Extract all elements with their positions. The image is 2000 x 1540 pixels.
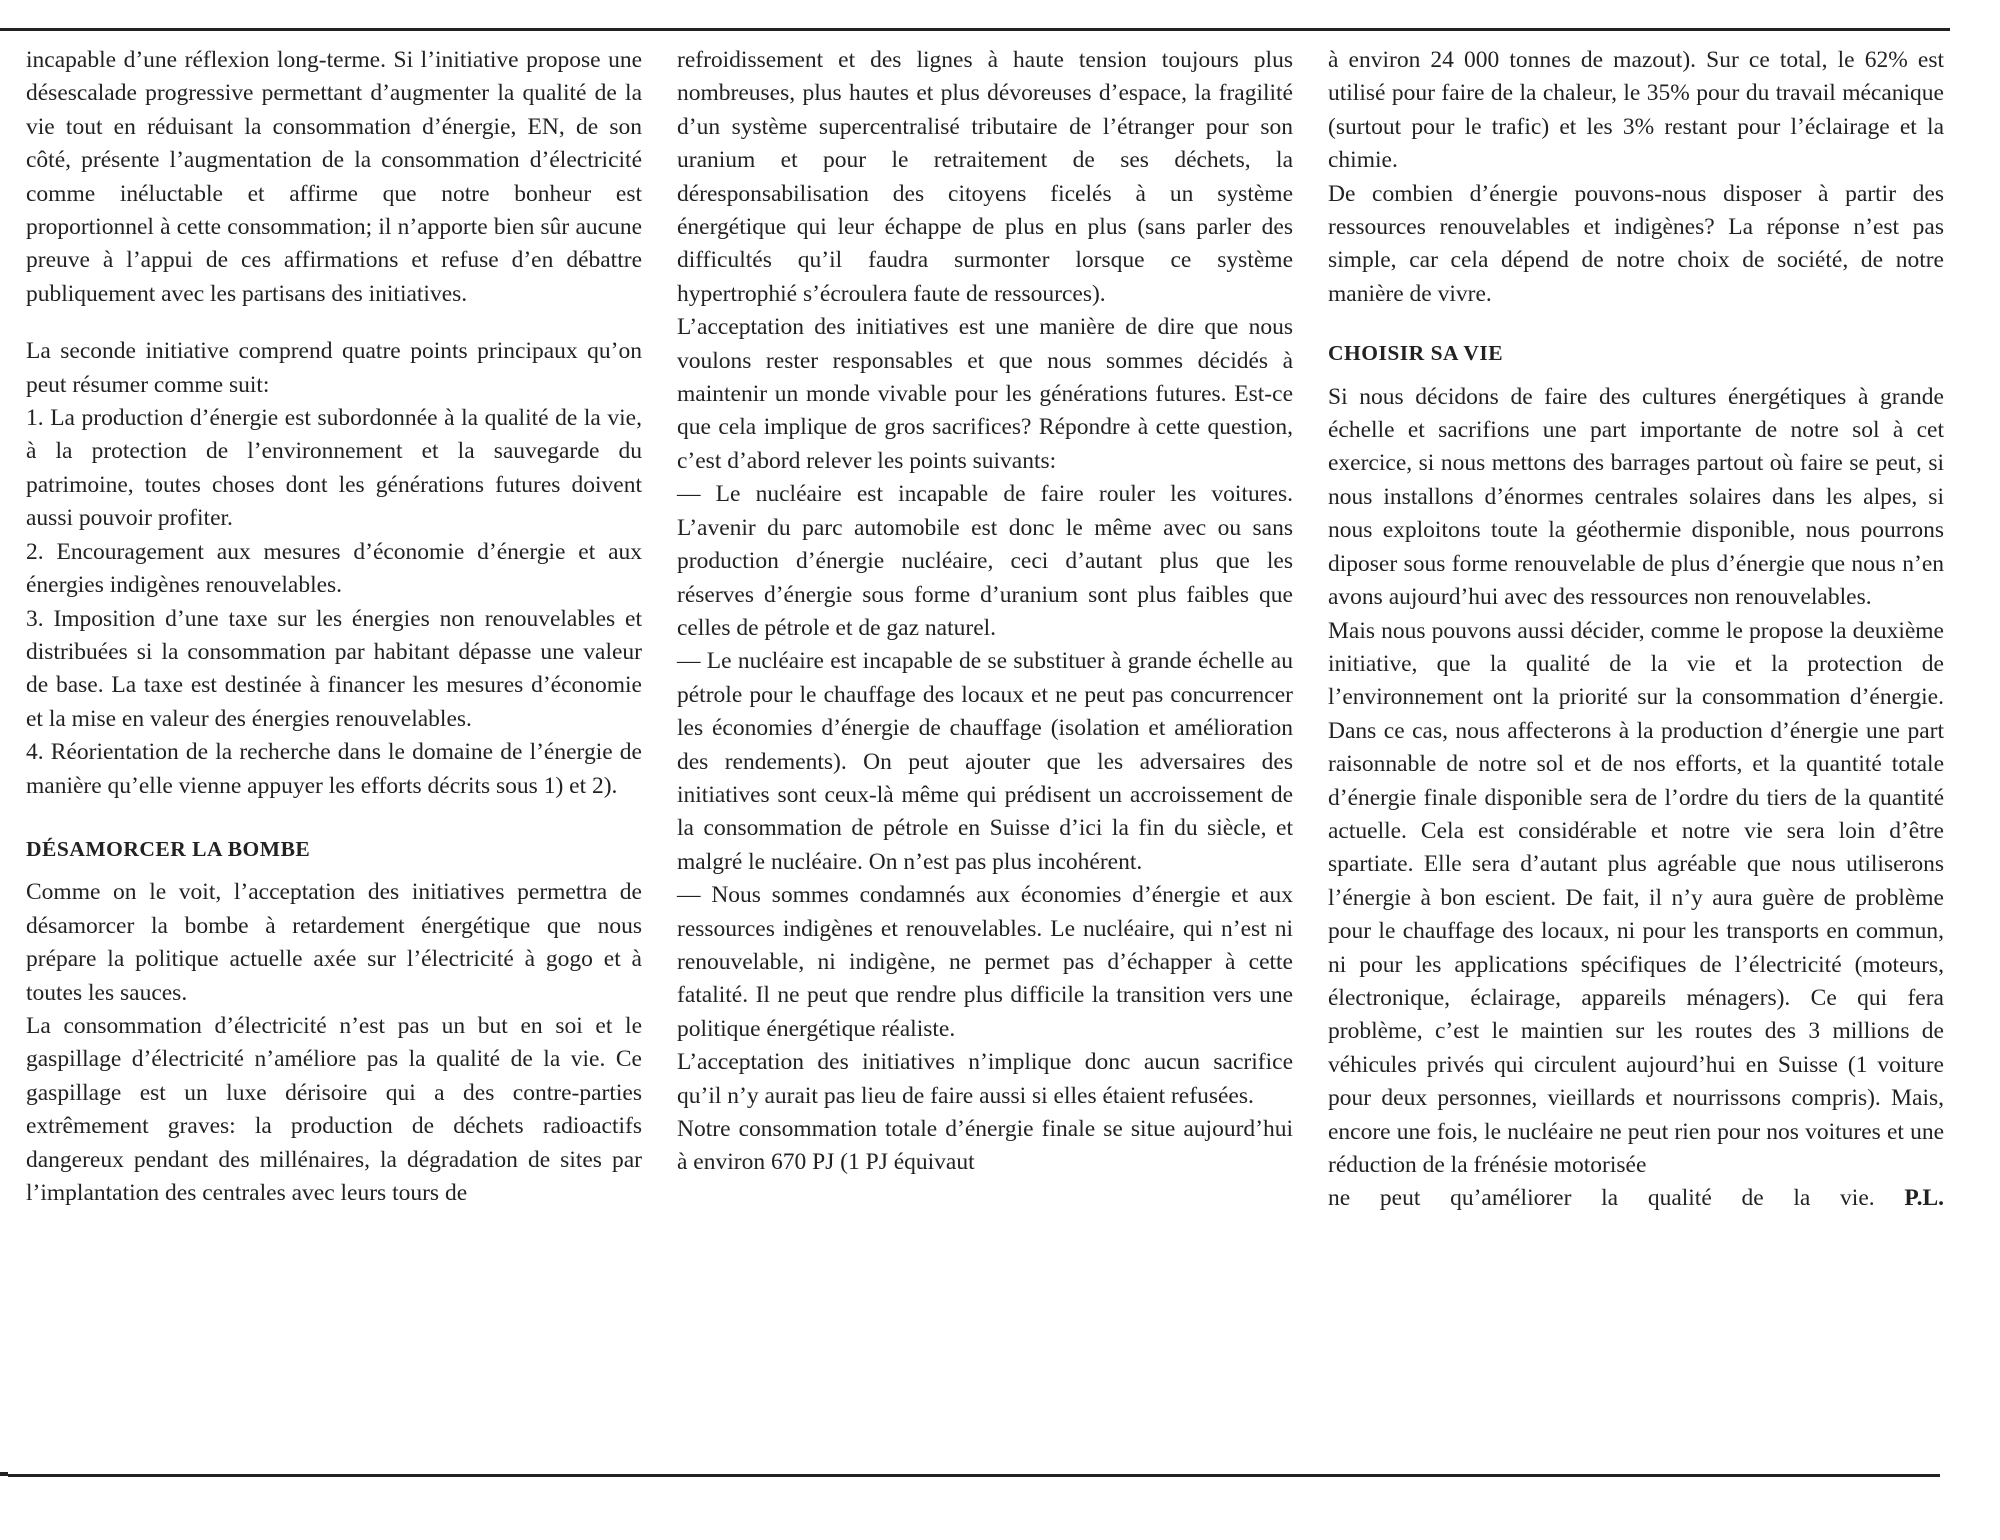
list-item: 1. La production d’énergie est subordonnée à la qualité de la vie, à la protection de l’environnement et la sauvegarde du patrimoine, toutes choses dont les générations futures doivent aussi pouvoir profiter. (26, 405, 642, 532)
closing-line (1328, 1182, 1944, 1215)
paragraph: à environ 24 000 tonnes de mazout). Sur ce total, le 62% est utilisé pour faire de la chaleur, le 35% pour du travail mécanique (surtout pour le trafic) et les 3% restant pour l’éclairage et la chimie. (1328, 47, 1944, 174)
margin-mark (0, 1472, 8, 1476)
paragraph: La consommation d’électricité n’est pas un but en soi et le gaspillage d’électricité n’améliore pas la qualité de la vie. Ce gaspillage est un luxe dérisoire qui a des contre-parties extrêmement graves: la production de déchets radioactifs dangereux pendant des millénaires, la dégradation de sites par l’implantation des centrales avec leurs tours de (26, 1012, 642, 1206)
list-item: 4. Réorientation de la recherche dans le domaine de l’énergie de manière qu’elle vienne appuyer les efforts décrits sous 1) et 2). (26, 739, 642, 799)
paragraph: La seconde initiative comprend quatre points principaux qu’on peut résumer comme suit: (26, 338, 642, 398)
paragraph: — Nous sommes condamnés aux économies d’énergie et aux ressources indigènes et renouvelables. Le nucléaire, qui n’est ni renouvelable, ni indigène, ne permet pas d’échapper à cette fatalité. Il ne peut que rendre plus difficile la transition vers une politique énergétique réaliste. (677, 882, 1293, 1042)
section-heading: DÉSAMORCER LA BOMBE (26, 836, 311, 861)
column-1 (26, 44, 642, 1210)
list-item: 2. Encouragement aux mesures d’économie d’énergie et aux énergies indigènes renouvelables. (26, 538, 642, 599)
paragraph: Mais nous pouvons aussi décider, comme le propose la deuxième initiative, que la qualité de la vie et la protection de l’environnement ont la priorité sur la consommation d’énergie. Dans ce cas, nous affecterons à la production d’énergie une part raisonnable de notre sol et de nos efforts, et la quantité totale d’énergie finale disponible sera de l’ordre du tiers de la quantité actuelle. Cela est considérable et notre vie sera loin d’être spartiate. Elle sera d’autant plus agréable que nous utiliserons l’énergie à bon escient. De fait, il n’y aura guère de problème pour le chauffage des locaux, ni pour les transports en commun, ni pour les applications spécifiques de l’électricité (moteurs, électronique, éclairage, appareils ménagers). Ce qui fera problème, c’est le maintien sur les routes des 3 millions de véhicules privés qui circulent aujourd’hui en Suisse (1 voiture pour deux personnes, vieillards et nourrissons compris). Mais, encore une fois, le nucléaire ne peut rien pour nos voitures et une réduction de la frénésie motorisée (1328, 617, 1944, 1178)
paragraph: — Le nucléaire est incapable de faire rouler les voitures. L’avenir du parc automobile est donc le même avec ou sans production d’énergie nucléaire, ceci d’autant plus que les réserves d’énergie sous forme d’uranium sont plus faibles que celles de pétrole et de gaz naturel. (677, 481, 1293, 641)
paragraph: Comme on le voit, l’acceptation des initiatives permettra de désamorcer la bombe à retardement énergétique que nous prépare la politique actuelle axée sur l’électricité à gogo et à toutes les sauces. (26, 879, 642, 1006)
author-signature: P.L. (1904, 1185, 1944, 1212)
section-heading: CHOISIR SA VIE (1328, 341, 1504, 366)
top-rule (0, 28, 1950, 31)
column-3 (1328, 44, 1944, 1216)
bottom-rule (8, 1474, 1940, 1477)
paragraph: L’acceptation des initiatives est une manière de dire que nous voulons rester responsables et que nous sommes décidés à maintenir un monde vivable pour les générations futures. Est-ce que cela implique de gros sacrifices? Répondre à cette question, c’est d’abord relever les points suivants: (677, 314, 1293, 474)
paragraph: refroidissement et des lignes à haute tension toujours plus nombreuses, plus hautes et plus dévoreuses d’espace, la fragilité d’un système supercentralisé tributaire de l’étranger pour son uranium et pour le retraitement de ses déchets, la déresponsabilisation des citoyens ficelés à un système énergétique qui leur échappe de plus en plus (sans parler des difficultés qu’il faudra surmonter lorsque ce système hypertrophié s’écroulera faute de ressources). (677, 47, 1293, 307)
paragraph: Notre consommation totale d’énergie finale se situe aujourd’hui à environ 670 PJ (1 PJ équivaut (677, 1116, 1293, 1176)
paragraph: L’acceptation des initiatives n’implique donc aucun sacrifice qu’il n’y aurait pas lieu de faire aussi si elles étaient refusées. (677, 1049, 1293, 1109)
list-item: 3. Imposition d’une taxe sur les énergies non renouvelables et distribuées si la consommation par habitant dépasse une valeur de base. La taxe est destinée à financer les mesures d’économie et la mise en valeur des énergies renouvelables. (26, 605, 642, 732)
closing-text: ne peut qu’améliorer la qualité de la vie. (1328, 1185, 1875, 1212)
paragraph: incapable d’une réflexion long-terme. Si l’initiative propose une désescalade progressive permettant d’augmenter la qualité de la vie tout en réduisant la consommation d’énergie, EN, de son côté, présente l’augmentation de la consommation d’électricité comme inéluctable et affirme que notre bonheur est proportionnel à cette consommation; il n’apporte bien sûr aucune preuve à l’appui de ces affirmations et refuse d’en débattre publiquement avec les partisans des initiatives. (26, 47, 642, 307)
paragraph: — Le nucléaire est incapable de se substituer à grande échelle au pétrole pour le chauffage des locaux et ne peut pas concurrencer les économies d’énergie de chauffage (isolation et amélioration des rendements). On peut ajouter que les adversaires des initiatives sont ceux-là même qui prédisent un accroissement de la consommation de pétrole en Suisse d’ici la fin du siècle, et malgré le nucléaire. On n’est pas plus incohérent. (677, 648, 1293, 875)
column-2 (677, 44, 1293, 1180)
paragraph: Si nous décidons de faire des cultures énergétiques à grande échelle et sacrifions une part importante de notre sol à cet exercice, si nous mettons des barrages partout où faire se peut, si nous installons d’énormes centrales solaires dans les alpes, si nous exploitons toute la géothermie disponible, nous pourrons diposer sous forme renouvelable de plus d’énergie que nous n’en avons aujourd’hui avec des ressources non renouvelables. (1328, 383, 1944, 611)
paragraph: De combien d’énergie pouvons-nous disposer à partir des ressources renouvelables et indigènes? La réponse n’est pas simple, car cela dépend de notre choix de société, de notre manière de vivre. (1328, 180, 1944, 307)
